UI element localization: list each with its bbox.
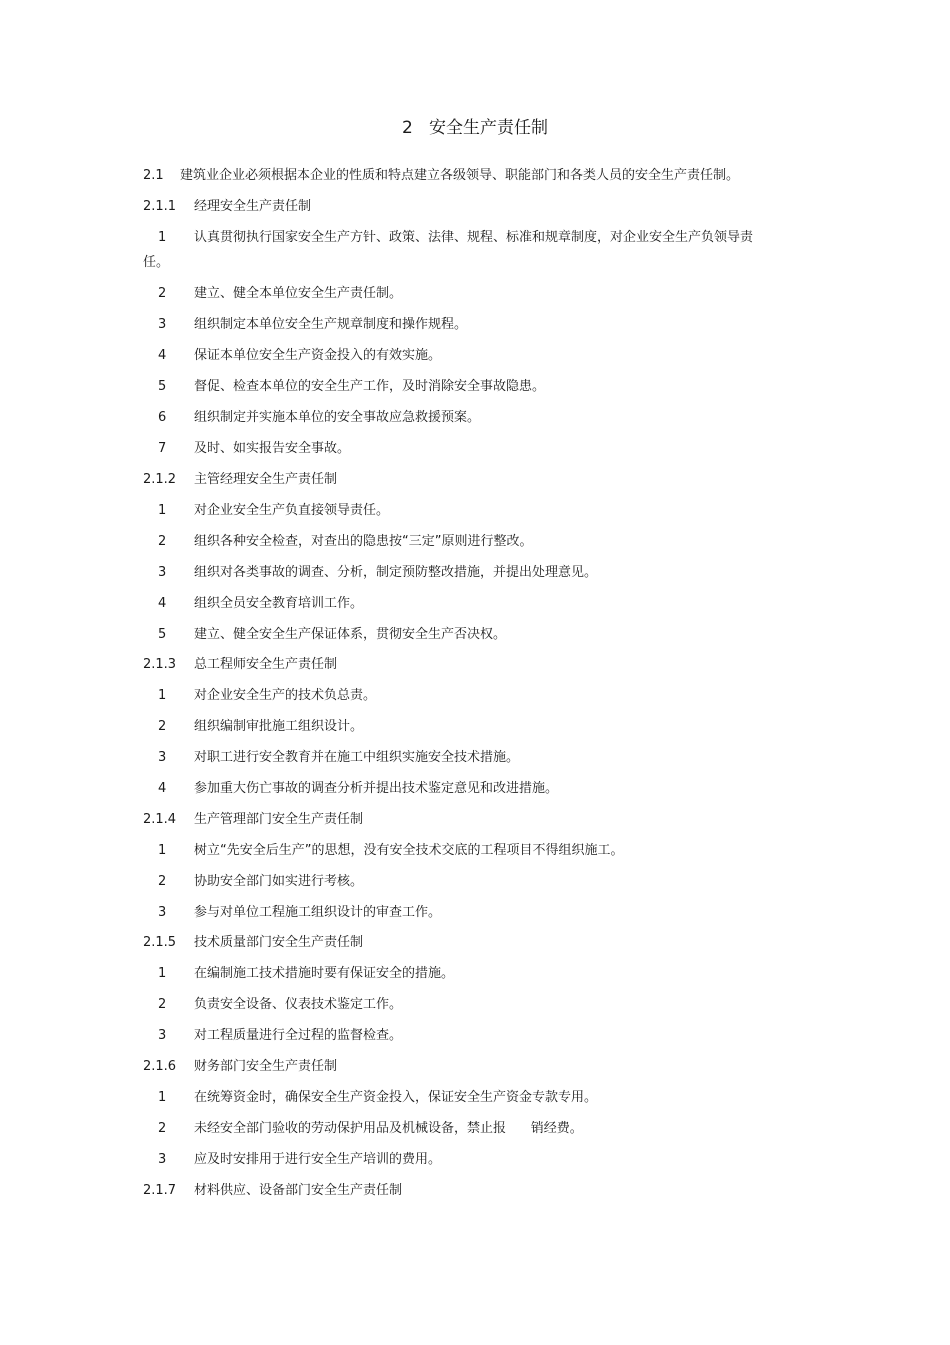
item-number: 6 xyxy=(158,410,167,425)
item-text: 对工程质量进行全过程的监督检查。 xyxy=(194,1028,403,1043)
item-text: 对职工进行安全教育并在施工中组织实施安全技术措施。 xyxy=(194,750,520,765)
item-text: 建立、健全安全生产保证体系，贯彻安全生产否决权。 xyxy=(194,627,507,642)
subsection-heading xyxy=(0,655,950,675)
item-text: 组织全员安全教育培训工作。 xyxy=(194,596,364,611)
list-item xyxy=(0,594,950,614)
item-text: 在编制施工技术措施时要有保证安全的措施。 xyxy=(194,966,455,981)
subsection-number: 2.1.4 xyxy=(143,812,177,827)
item-number: 3 xyxy=(158,905,167,920)
list-item xyxy=(0,346,950,366)
item-number: 2 xyxy=(158,719,167,734)
list-item xyxy=(0,315,950,335)
item-number: 3 xyxy=(158,317,167,332)
section-text: 建筑业企业必须根据本企业的性质和特点建立各级领导、职能部门和各类人员的安全生产责任制。 xyxy=(180,168,740,183)
chapter-number: 2 xyxy=(401,118,413,138)
item-text: 组织制定并实施本单位的安全事故应急救援预案。 xyxy=(194,410,481,425)
subsection-title: 总工程师安全生产责任制 xyxy=(194,657,338,672)
subsection-heading xyxy=(0,197,950,217)
list-item xyxy=(0,1119,950,1139)
item-number: 5 xyxy=(158,379,167,394)
subsection-heading xyxy=(0,810,950,830)
subsection-heading xyxy=(0,933,950,953)
subsection-heading xyxy=(0,470,950,490)
item-text: 协助安全部门如实进行考核。 xyxy=(194,874,364,889)
item-text: 组织各种安全检查，对查出的隐患按“三定”原则进行整改。 xyxy=(194,534,533,549)
item-number: 3 xyxy=(158,565,167,580)
item-number: 2 xyxy=(158,286,167,301)
item-text: 负责安全设备、仪表技术鉴定工作。 xyxy=(194,997,403,1012)
item-number: 7 xyxy=(158,441,167,456)
section-2-1 xyxy=(0,166,950,186)
subsection-number: 2.1.1 xyxy=(143,199,177,214)
subsection-number: 2.1.5 xyxy=(143,935,177,950)
chapter-title xyxy=(0,116,950,140)
item-text: 树立“先安全后生产”的思想，没有安全技术交底的工程项目不得组织施工。 xyxy=(194,843,624,858)
item-number: 1 xyxy=(158,1090,167,1105)
item-text: 未经安全部门验收的劳动保护用品及机械设备，禁止报 销经费。 xyxy=(194,1121,583,1136)
list-item xyxy=(0,779,950,799)
item-number: 1 xyxy=(158,843,167,858)
list-item xyxy=(0,563,950,583)
item-number: 4 xyxy=(158,781,167,796)
item-number: 1 xyxy=(158,503,167,518)
list-item xyxy=(0,1088,950,1108)
item-number: 3 xyxy=(158,750,167,765)
list-item xyxy=(0,841,950,861)
subsection-title: 生产管理部门安全生产责任制 xyxy=(194,812,364,827)
item-number: 4 xyxy=(158,348,167,363)
item-text: 认真贯彻执行国家安全生产方针、政策、法律、规程、标准和规章制度，对企业安全生产负领导责 xyxy=(194,230,754,245)
subsection-title: 材料供应、设备部门安全生产责任制 xyxy=(194,1183,403,1198)
item-number: 5 xyxy=(158,627,167,642)
list-item xyxy=(0,748,950,768)
list-item xyxy=(0,686,950,706)
subsection-title: 技术质量部门安全生产责任制 xyxy=(194,935,364,950)
item-text: 保证本单位安全生产资金投入的有效实施。 xyxy=(194,348,442,363)
list-item xyxy=(0,501,950,521)
subsection-heading xyxy=(0,1057,950,1077)
list-item xyxy=(0,284,950,304)
item-number: 2 xyxy=(158,997,167,1012)
item-text: 对企业安全生产负直接领导责任。 xyxy=(194,503,390,518)
subsection-number: 2.1.7 xyxy=(143,1183,177,1198)
item-number: 1 xyxy=(158,688,167,703)
list-item xyxy=(0,964,950,984)
item-text: 在统筹资金时，确保安全生产资金投入，保证安全生产资金专款专用。 xyxy=(194,1090,598,1105)
subsection-number: 2.1.3 xyxy=(143,657,177,672)
section-number: 2.1 xyxy=(143,168,164,183)
subsection-title: 财务部门安全生产责任制 xyxy=(194,1059,338,1074)
item-number: 3 xyxy=(158,1028,167,1043)
list-item xyxy=(0,1150,950,1170)
item-number: 1 xyxy=(158,966,167,981)
item-text: 参加重大伤亡事故的调查分析并提出技术鉴定意见和改进措施。 xyxy=(194,781,559,796)
item-text: 应及时安排用于进行安全生产培训的费用。 xyxy=(194,1152,442,1167)
list-item xyxy=(0,439,950,459)
subsection-title: 经理安全生产责任制 xyxy=(194,199,312,214)
item-text: 督促、检查本单位的安全生产工作，及时消除安全事故隐患。 xyxy=(194,379,546,394)
list-item xyxy=(0,625,950,645)
chapter-title-text: 安全生产责任制 xyxy=(429,118,549,138)
list-item xyxy=(0,872,950,892)
list-item xyxy=(0,377,950,397)
item-text: 建立、健全本单位安全生产责任制。 xyxy=(194,286,403,301)
item-number: 2 xyxy=(158,874,167,889)
list-item xyxy=(0,717,950,737)
item-text: 参与对单位工程施工组织设计的审查工作。 xyxy=(194,905,442,920)
list-item xyxy=(0,408,950,428)
item-number: 2 xyxy=(158,1121,167,1136)
list-item xyxy=(0,228,950,248)
item-text: 及时、如实报告安全事故。 xyxy=(194,441,351,456)
list-item xyxy=(0,995,950,1015)
item-text: 组织对各类事故的调查、分析，制定预防整改措施，并提出处理意见。 xyxy=(194,565,598,580)
item-number: 3 xyxy=(158,1152,167,1167)
subsection-number: 2.1.6 xyxy=(143,1059,177,1074)
item-number: 2 xyxy=(158,534,167,549)
item-text: 对企业安全生产的技术负总责。 xyxy=(194,688,377,703)
list-item xyxy=(0,903,950,923)
subsection-title: 主管经理安全生产责任制 xyxy=(194,472,338,487)
item-text: 组织制定本单位安全生产规章制度和操作规程。 xyxy=(194,317,468,332)
subsection-number: 2.1.2 xyxy=(143,472,177,487)
list-item xyxy=(0,1026,950,1046)
item-number: 4 xyxy=(158,596,167,611)
item-text-continuation: 任。 xyxy=(143,255,170,270)
list-item xyxy=(0,532,950,552)
item-text: 组织编制审批施工组织设计。 xyxy=(194,719,364,734)
item-number: 1 xyxy=(158,230,167,245)
subsection-heading xyxy=(0,1181,950,1201)
